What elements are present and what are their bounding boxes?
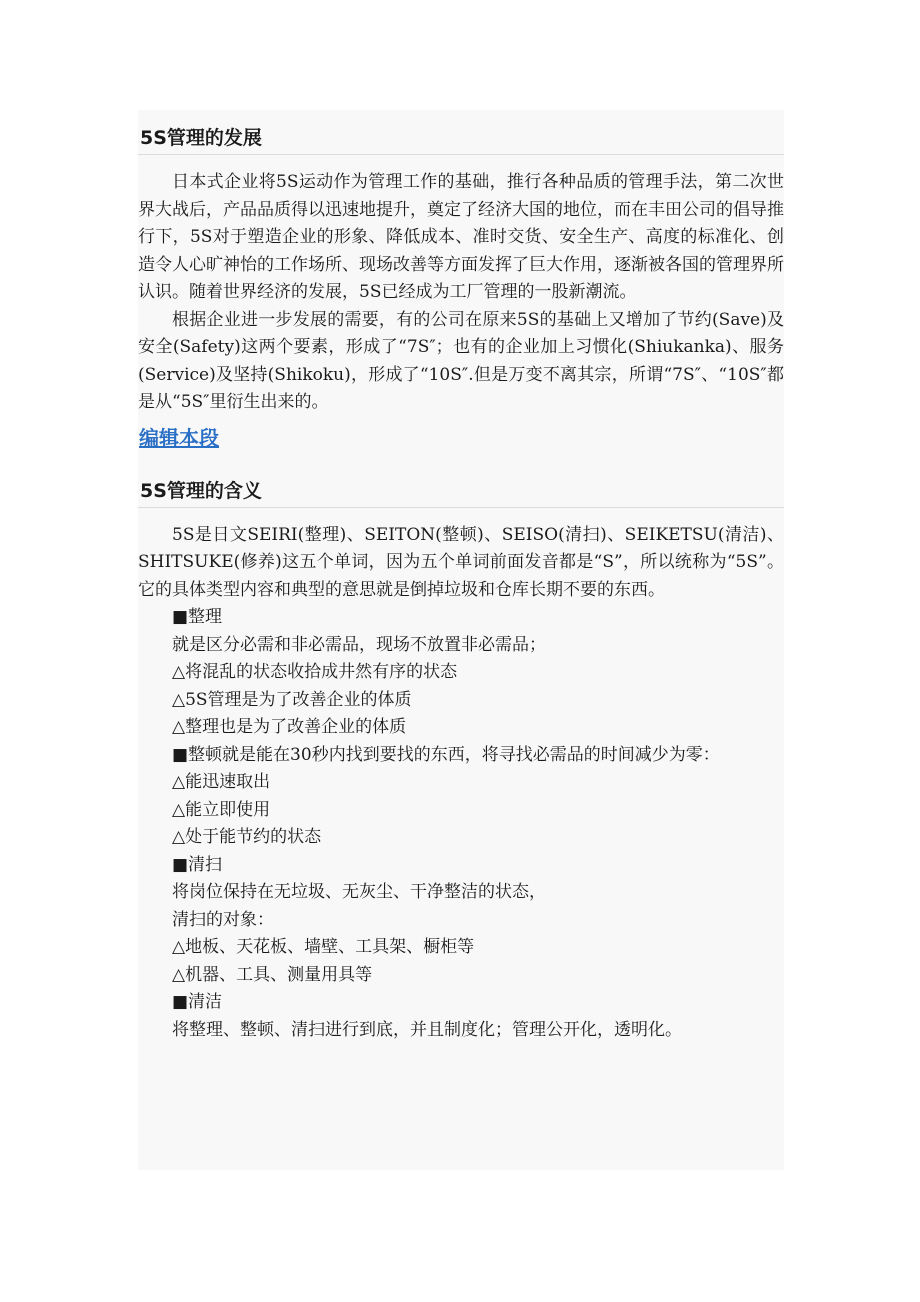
list-item: △机器、工具、测量用具等 — [172, 964, 373, 985]
list-item: △地板、天花板、墙壁、工具架、橱柜等 — [172, 937, 475, 957]
list-item: △5S管理是为了改善企业的体质 — [172, 689, 412, 710]
list-item: 清扫的对象： — [172, 909, 274, 930]
section-body-development — [138, 155, 784, 417]
paragraph: 5S是日文SEIRI(整理)、SEITON(整顿)、SEISO(清扫)、SEIKETSU(清洁)、SHITSUKE(修养)这五个单词，因为五个单词前面发音都是“S”，所以统称为“5S”。它的具体类型内容和典型的意思就是倒掉垃圾和仓库长期不要的东西。 — [138, 524, 784, 600]
section-body-meaning — [138, 508, 784, 1045]
list-item: ■清扫 — [172, 854, 223, 875]
list-item: △能迅速取出 — [172, 772, 271, 792]
paragraph: 根据企业进一步发展的需要，有的公司在原来5S的基础上又增加了节约(Save)及安全(Safety)这两个要素，形成了“7S″；也有的企业加上习惯化(Shiukanka)、服务(Service)及坚持(Shikoku)，形成了“10S″.但是万变不离其宗，所谓“7S″、“10S″都是从“5S″里衍生出来的。 — [138, 309, 784, 412]
edit-section-link[interactable]: 编辑本段 — [139, 425, 219, 450]
list-item: ■整顿就是能在30秒内找到要找的东西，将寻找必需品的时间减少为零： — [172, 744, 720, 765]
list-item: △整理也是为了改善企业的体质 — [172, 717, 407, 737]
list-item: △将混乱的状态收拾成井然有序的状态 — [172, 662, 458, 682]
list-item: ■清洁 — [172, 992, 223, 1012]
list-item: 将整理、整顿、清扫进行到底，并且制度化；管理公开化，透明化。 — [172, 1019, 682, 1040]
list-item: ■整理 — [172, 607, 223, 627]
paragraph: 日本式企业将5S运动作为管理工作的基础，推行各种品质的管理手法，第二次世界大战后，产品品质得以迅速地提升，奠定了经济大国的地位，而在丰田公司的倡导推行下，5S对于塑造企业的形象、降低成本、准时交货、安全生产、高度的标准化、创造令人心旷神怡的工作场所、现场改善等方面发挥了巨大作用，逐渐被各国的管理界所认识。随着世界经济的发展，5S已经成为工厂管理的一股新潮流。 — [138, 172, 784, 302]
list-item: 将岗位保持在无垃圾、无灰尘、干净整洁的状态， — [172, 882, 546, 902]
section-title-development: 5S管理的发展 — [140, 127, 262, 149]
article — [138, 110, 784, 1044]
list-item: △处于能节约的状态 — [172, 827, 322, 847]
list-item: △能立即使用 — [172, 799, 271, 820]
section-title-meaning: 5S管理的含义 — [140, 479, 262, 502]
list-item: 就是区分必需和非必需品，现场不放置非必需品； — [172, 634, 546, 655]
